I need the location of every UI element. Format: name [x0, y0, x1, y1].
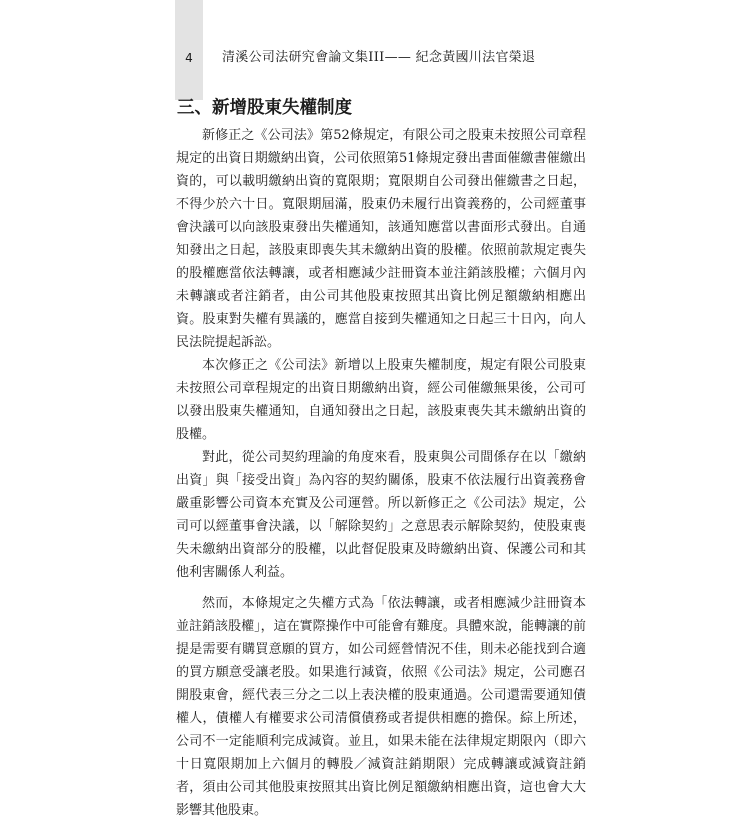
running-header [176, 48, 596, 68]
section-heading: 三、新增股東失權制度 [177, 98, 352, 118]
paragraph: 新修正之《公司法》第52條規定，有限公司之股東未按照公司章程規定的出資日期繳納出資，公司依照第51條規定發出書面催繳書催繳出資的，可以載明繳納出資的寬限期；寬限期自公司發出催繳書之日起，不得少於六十日。寬限期屆滿，股東仍未履行出資義務的，公司經董事會決議可以向該股東發出失權通知，該通知應當以書面形式發出。自通知發出之日起，該股東即喪失其未繳納出資的股權。依照前款規定喪失的股權應當依法轉讓，或者相應減少註冊資本並注銷該股權；六個月內未轉讓或者注銷者，由公司其他股東按照其出資比例足額繳納相應出資。股東對失權有異議的，應當自接到失權通知之日起三十日內，向人民法院提起訴訟。 [176, 128, 586, 350]
paragraph: 本次修正之《公司法》新增以上股東失權制度，規定有限公司股東未按照公司章程規定的出資日期繳納出資，經公司催繳無果後，公司可以發出股東失權通知，自通知發出之日起，該股東喪失其未繳納出資的股權。 [176, 358, 586, 442]
page-number: 4 [185, 51, 193, 65]
paragraph: 然而，本條規定之失權方式為「依法轉讓，或者相應減少註冊資本並註銷該股權」，這在實際操作中可能會有難度。具體來說，能轉讓的前提是需要有購買意願的買方，如公司經營情況不佳，則未必能找到合適的買方願意受讓老股。如果進行減資，依照《公司法》規定，公司應召開股東會，經代表三分之二以上表決權的股東通過。公司還需要通知債權人，債權人有權要求公司清償債務或者提供相應的擔保。綜上所述，公司不一定能順利完成減資。並且，如果未能在法律規定期限內（即六十日寬限期加上六個月的轉股／減資註銷期限）完成轉讓或減資註銷者，須由公司其他股東按照其出資比例足額繳納相應出資，這也會大大影響其他股東。 [176, 596, 586, 818]
body-text [176, 124, 586, 822]
paragraph: 對此，從公司契約理論的角度來看，股東與公司間係存在以「繳納出資」與「接受出資」為內容的契約關係，股東不依法履行出資義務會嚴重影響公司資本充實及公司運營。所以新修正之《公司法》規定，公司可以經董事會決議，以「解除契約」之意思表示解除契約，使股東喪失未繳納出資部分的股權，以此督促股東及時繳納出資、保護公司和其他利害關係人利益。 [176, 450, 586, 580]
running-title: 清溪公司法研究會論文集III—— 紀念黃國川法官榮退 [222, 50, 536, 65]
